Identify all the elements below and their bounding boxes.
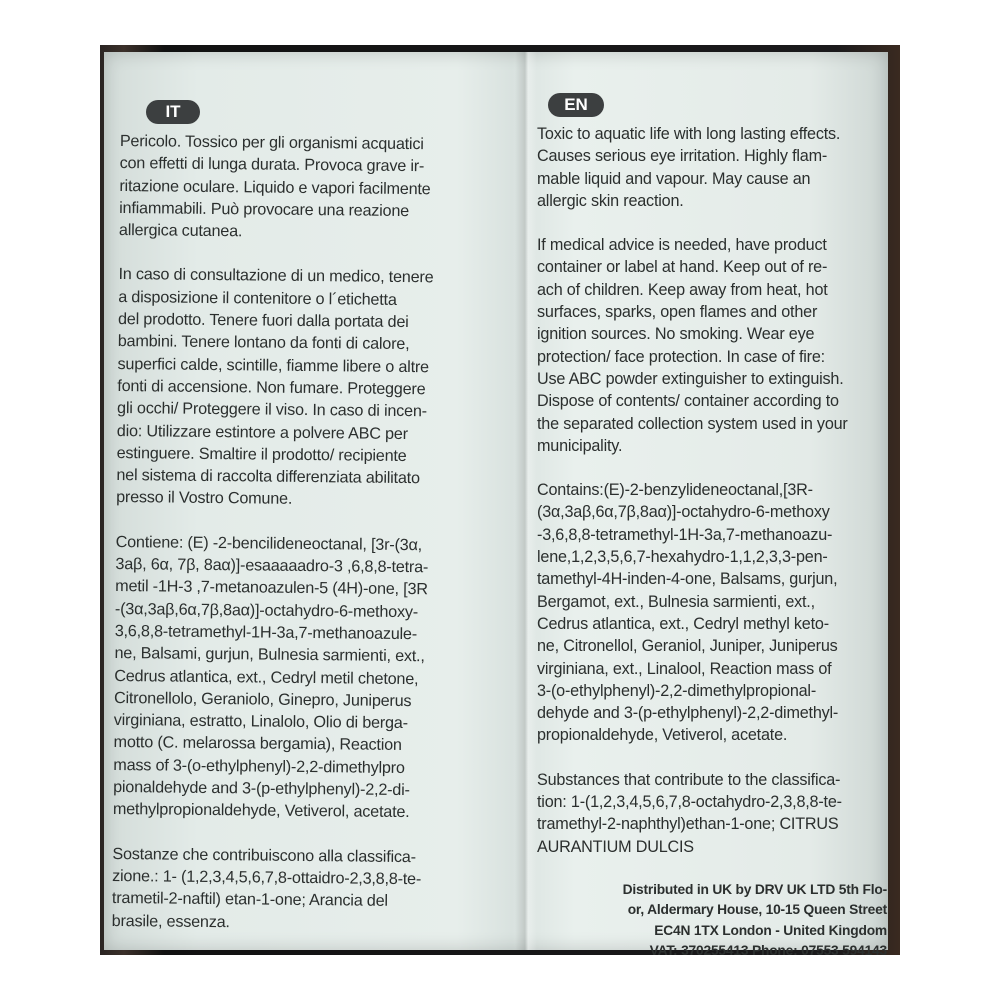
it-contents-line: pionaldehyde and 3-(p-ethylphenyl)-2,2-di- [113,777,410,800]
english-column [537,123,887,962]
it-contents-line: virginiana, estratto, Linalolo, Olio di berga- [113,711,408,733]
en-contents-line: ne, Citronellol, Geraniol, Juniper, Juniperus [537,637,838,656]
it-precaution-line: dio: Utilizzare estintore a polvere ABC per [116,421,408,443]
it-contents-line: mass of 3-(o-ethylphenyl)-2,2-dimethylpro [113,755,405,777]
en-classification-line: tion: 1-(1,2,3,4,5,6,7,8-octahydro-2,3,8,8-te- [537,793,842,812]
it-contents-line: 3aβ, 6α, 7β, 8aα)]-esaaaaadro-3 ,6,8,8-tetra- [115,555,429,577]
it-contents-line: 3,6,8,8-tetramethyl-1H-3a,7-methanoazule- [114,621,418,644]
it-classification-line: Sostanze che contribuiscono alla classifica- [112,844,416,866]
it-classification-line: zione.: 1- (1,2,3,4,5,6,7,8-ottaidro-2,3,8,8-te- [112,866,422,889]
it-contents-line: motto (C. melarossa bergamia), Reaction [113,733,402,755]
en-precaution-line: municipality. [537,436,623,455]
it-hazard-line: Pericolo. Tossico per gli organismi acquatici [119,131,424,154]
en-hazard-line: Causes serious eye irritation. Highly flam- [537,147,828,166]
distributor-line: or, Aldermary House, 10-15 Queen Street [627,902,887,918]
it-hazard-line: infiammabili. Può provocare una reazione [119,198,410,220]
en-classification-line: Substances that contribute to the classifica- [537,770,841,789]
it-precaution-line: nel sistema di raccolta differenziata abilitato [116,466,420,488]
en-contents-line: Cedrus atlantica, ext., Cedryl methyl keto- [537,614,829,633]
it-precaution-line: superfici calde, scintille, fiamme libere o altre [117,354,430,376]
distributor-line: EC4N 1TX London - United Kingdom [654,922,887,938]
it-contents-line: -(3α,3aβ,6α,7β,8aα)]-octahydro-6-methoxy- [114,599,419,621]
it-precaution-line: fonti di accensione. Non fumare. Proteggere [117,376,426,399]
it-hazard-line: allergica cutanea. [118,221,243,241]
label-fold [515,52,537,950]
en-hazard-line: allergic skin reaction. [537,191,684,210]
it-precaution-line: gli occhi/ Proteggere il viso. In caso di incen- [116,399,427,421]
en-precaution-line: the separated collection system used in your [537,414,848,433]
distributor-line: Distributed in UK by DRV UK LTD 5th Flo- [622,881,887,897]
it-precaution-line: a disposizione il contenitore o l´etichetta [118,287,397,309]
it-contents-line: Cedrus atlantica, ext., Cedryl metil chetone, [114,666,419,688]
en-contents-line: virginiana, ext., Linalool, Reaction mass of [537,659,832,678]
en-contents-line: dehyde and 3-(p-ethylphenyl)-2,2-dimethyl- [537,704,839,723]
en-contents-line: lene,1,2,3,5,6,7-hexahydro-1,1,2,3,3-pen- [537,548,828,567]
distributor-block [537,880,887,962]
italian-column [112,130,505,936]
en-contents-line: -3,6,8,8-tetramethyl-1H-3a,7-methanoazu- [537,525,833,544]
it-precaution-line: presso il Vostro Comune. [116,488,293,509]
it-contents-line: ne, Balsami, gurjun, Bulnesia sarmienti, ext., [114,644,425,666]
it-contents-line: Citronellolo, Geraniolo, Ginepro, Juniperus [113,688,412,710]
it-classification-line: brasile, essenza. [111,911,230,931]
en-classification-line: tramethyl-2-naphthyl)ethan-1-one; CITRUS [537,815,839,834]
it-precaution-line: estinguere. Smaltire il prodotto/ recipiente [116,443,407,465]
en-hazard-line: mable liquid and vapour. May cause an [537,169,811,188]
it-precaution-line: bambini. Tenere lontano da fonti di calore, [117,332,410,354]
en-contents-line: Bergamot, ext., Bulnesia sarmienti, ext., [537,592,815,611]
it-contents-line: metil -1H-3 ,7-metanoazulen-5 (4H)-one, [3R [115,577,428,599]
language-badge-it: IT [146,100,200,124]
it-contents-line: methylpropionaldehyde, Vetiverol, acetate. [112,800,410,822]
en-precaution-line: container or label at hand. Keep out of re- [537,258,828,277]
en-contents-line: Contains:(E)-2-benzylideneoctanal,[3R- [537,481,813,500]
it-classification-line: trametil-2-naftil) etan-1-one; Arancia del [111,889,388,911]
en-precaution-line: ignition sources. No smoking. Wear eye [537,325,815,344]
it-hazard-line: ritazione oculare. Liquido e vapori facilmente [119,176,431,198]
en-contents-line: tamethyl-4H-inden-4-one, Balsams, gurjun, [537,570,838,589]
it-hazard-line: con effetti di lunga durata. Provoca grave ir- [119,154,425,176]
distributor-line: VAT: 370255413 Phone: 07553 594143 [649,943,887,959]
en-hazard-line: Toxic to aquatic life with long lasting effects. [537,125,841,143]
it-precaution-line: del prodotto. Tenere fuori dalla portata dei [117,310,409,332]
it-contents-line: Contiene: (E) -2-bencilideneoctanal, [3r-(3α, [115,532,423,554]
language-badge-en: EN [548,93,604,117]
en-contents-line: 3-(o-ethylphenyl)-2,2-dimethylpropional- [537,681,817,700]
en-precaution-line: surfaces, sparks, open flames and other [537,303,818,322]
en-contents-line: propionaldehyde, Vetiverol, acetate. [537,726,788,745]
en-classification-line: AURANTIUM DULCIS [537,837,694,856]
en-precaution-line: If medical advice is needed, have product [537,236,827,255]
en-precaution-line: ach of children. Keep away from heat, hot [537,280,828,299]
en-contents-line: (3α,3aβ,6α,7β,8aα)]-octahydro-6-methoxy [537,503,830,522]
en-precaution-line: Use ABC powder extinguisher to extinguish. [537,369,844,388]
en-precaution-line: protection/ face protection. In case of fire: [537,347,825,366]
it-precaution-line: In caso di consultazione di un medico, tenere [118,265,434,287]
en-precaution-line: Dispose of contents/ container according to [537,392,839,411]
